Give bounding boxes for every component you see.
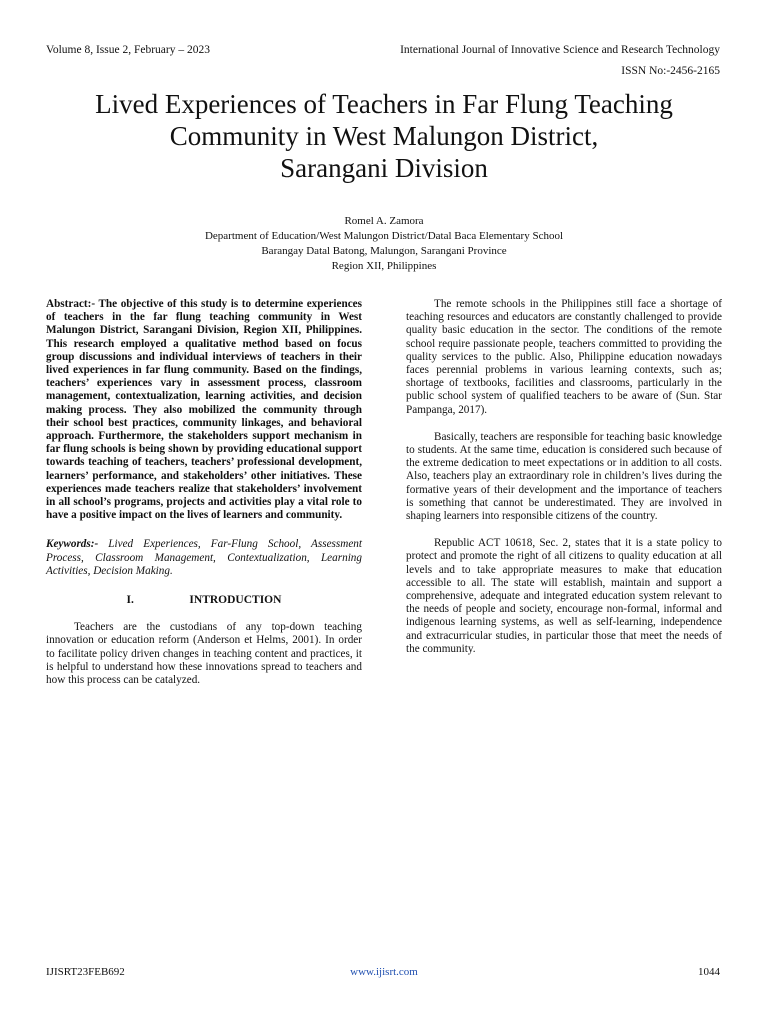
paper-code: IJISRT23FEB692 — [46, 966, 125, 978]
author-affiliation: Department of Education/West Malungon District/Datal Baca Elementary School — [204, 230, 564, 242]
author-name: Romel A. Zamora — [344, 215, 424, 227]
keywords — [46, 538, 362, 578]
body-paragraph: Basically, teachers are responsible for teaching basic knowledge to students. At the same time, education is considered such because of the extreme dedication to meet expectations or in addition to all costs. Also, teachers play an extraordinary role in children’s lives during the formative years of their development and the importance of teachers is something that cannot be underestimated. They are involved in shaping learners into responsible citizens of the country. — [406, 430, 722, 523]
keywords-label: Keywords:- — [46, 538, 99, 551]
section-number: I. — [126, 594, 134, 607]
section-title: INTRODUCTION — [189, 594, 282, 607]
journal-name: International Journal of Innovative Science and Research Technology — [400, 44, 720, 56]
author-affiliation: Barangay Datal Batong, Malungon, Sarangani Province — [261, 245, 507, 257]
paper-title — [40, 88, 728, 184]
section-heading — [46, 594, 362, 607]
title-line: Sarangani Division — [280, 153, 488, 183]
journal-url-link[interactable]: www.ijisrt.com — [350, 966, 418, 978]
title-line: Community in West Malungon District, — [169, 121, 599, 151]
right-column — [406, 298, 722, 670]
body-paragraph: The remote schools in the Philippines still face a shortage of teaching resources and educators are constantly challenged to provide quality basic education in the sector. The conditions of the remote school require passionate people, teachers committed to providing the quality services to the public. Also, Philippine education nowadays faces perennial problems in various learning contexts, such as; shortage of textbooks, facilities and classrooms, particularly in the public school system of qualified teachers to be aware of (Sun. Star Pampanga, 2017). — [406, 298, 722, 416]
author-affiliation: Region XII, Philippines — [331, 260, 437, 272]
page-number: 1044 — [698, 966, 720, 978]
author-block — [40, 214, 728, 274]
abstract: Abstract:- The objective of this study is to determine experiences of teachers in the far flung teaching community in West Malungon District, Sarangani Division, Region XII, Philippines. This research employed a qualitative method based on focus group discussions and individual interviews of teachers in their lived experiences in far flung community. Based on the findings, teachers’ experiences vary in assessment process, classroom management, contextualization, learning activities, and decision making process. They also mobilized the community through their school best practices, community linkages, and behavioral approach. Furthermore, the stakeholders support mechanism in far flung schools is being shown by providing educational support towards teaching of teachers, teachers’ professional development, learners’ performance, and stakeholders’ other initiatives. These experiences made teachers realize that stakeholders’ involvement in all school’s programs, projects and activities play a vital role to have a positive impact on the lives of learners and community. — [46, 298, 362, 522]
body-paragraph: Republic ACT 10618, Sec. 2, states that it is a state policy to protect and promote the right of all citizens to quality education at all levels and to take appropriate measures to make that education accessible to all. The state will establish, maintain and support a comprehensive, adequate and integrated education system relevant to the needs of people and society, encourage non-formal, informal and indigenous learning systems, as well as self-learning, independence and extracurricular studies, in particular those that meet the needs of the community. — [406, 537, 722, 655]
keywords-text: Lived Experiences, Far-Flung School, Assessment Process, Classroom Management, Contextualization, Learning Activities, Decision Making. — [46, 538, 362, 577]
intro-paragraph: Teachers are the custodians of any top-down teaching innovation or education reform (Anderson et Helms, 2001). In order to facilitate policy driven changes in teaching content and practices, it is helpful to understand how these innovations spread to teachers and how this process can be catalyzed. — [46, 621, 362, 687]
title-line: Lived Experiences of Teachers in Far Flung Teaching — [95, 89, 673, 119]
journal-volume: Volume 8, Issue 2, February – 2023 — [46, 44, 210, 56]
left-column — [46, 298, 362, 701]
issn-number: ISSN No:-2456-2165 — [621, 65, 720, 77]
